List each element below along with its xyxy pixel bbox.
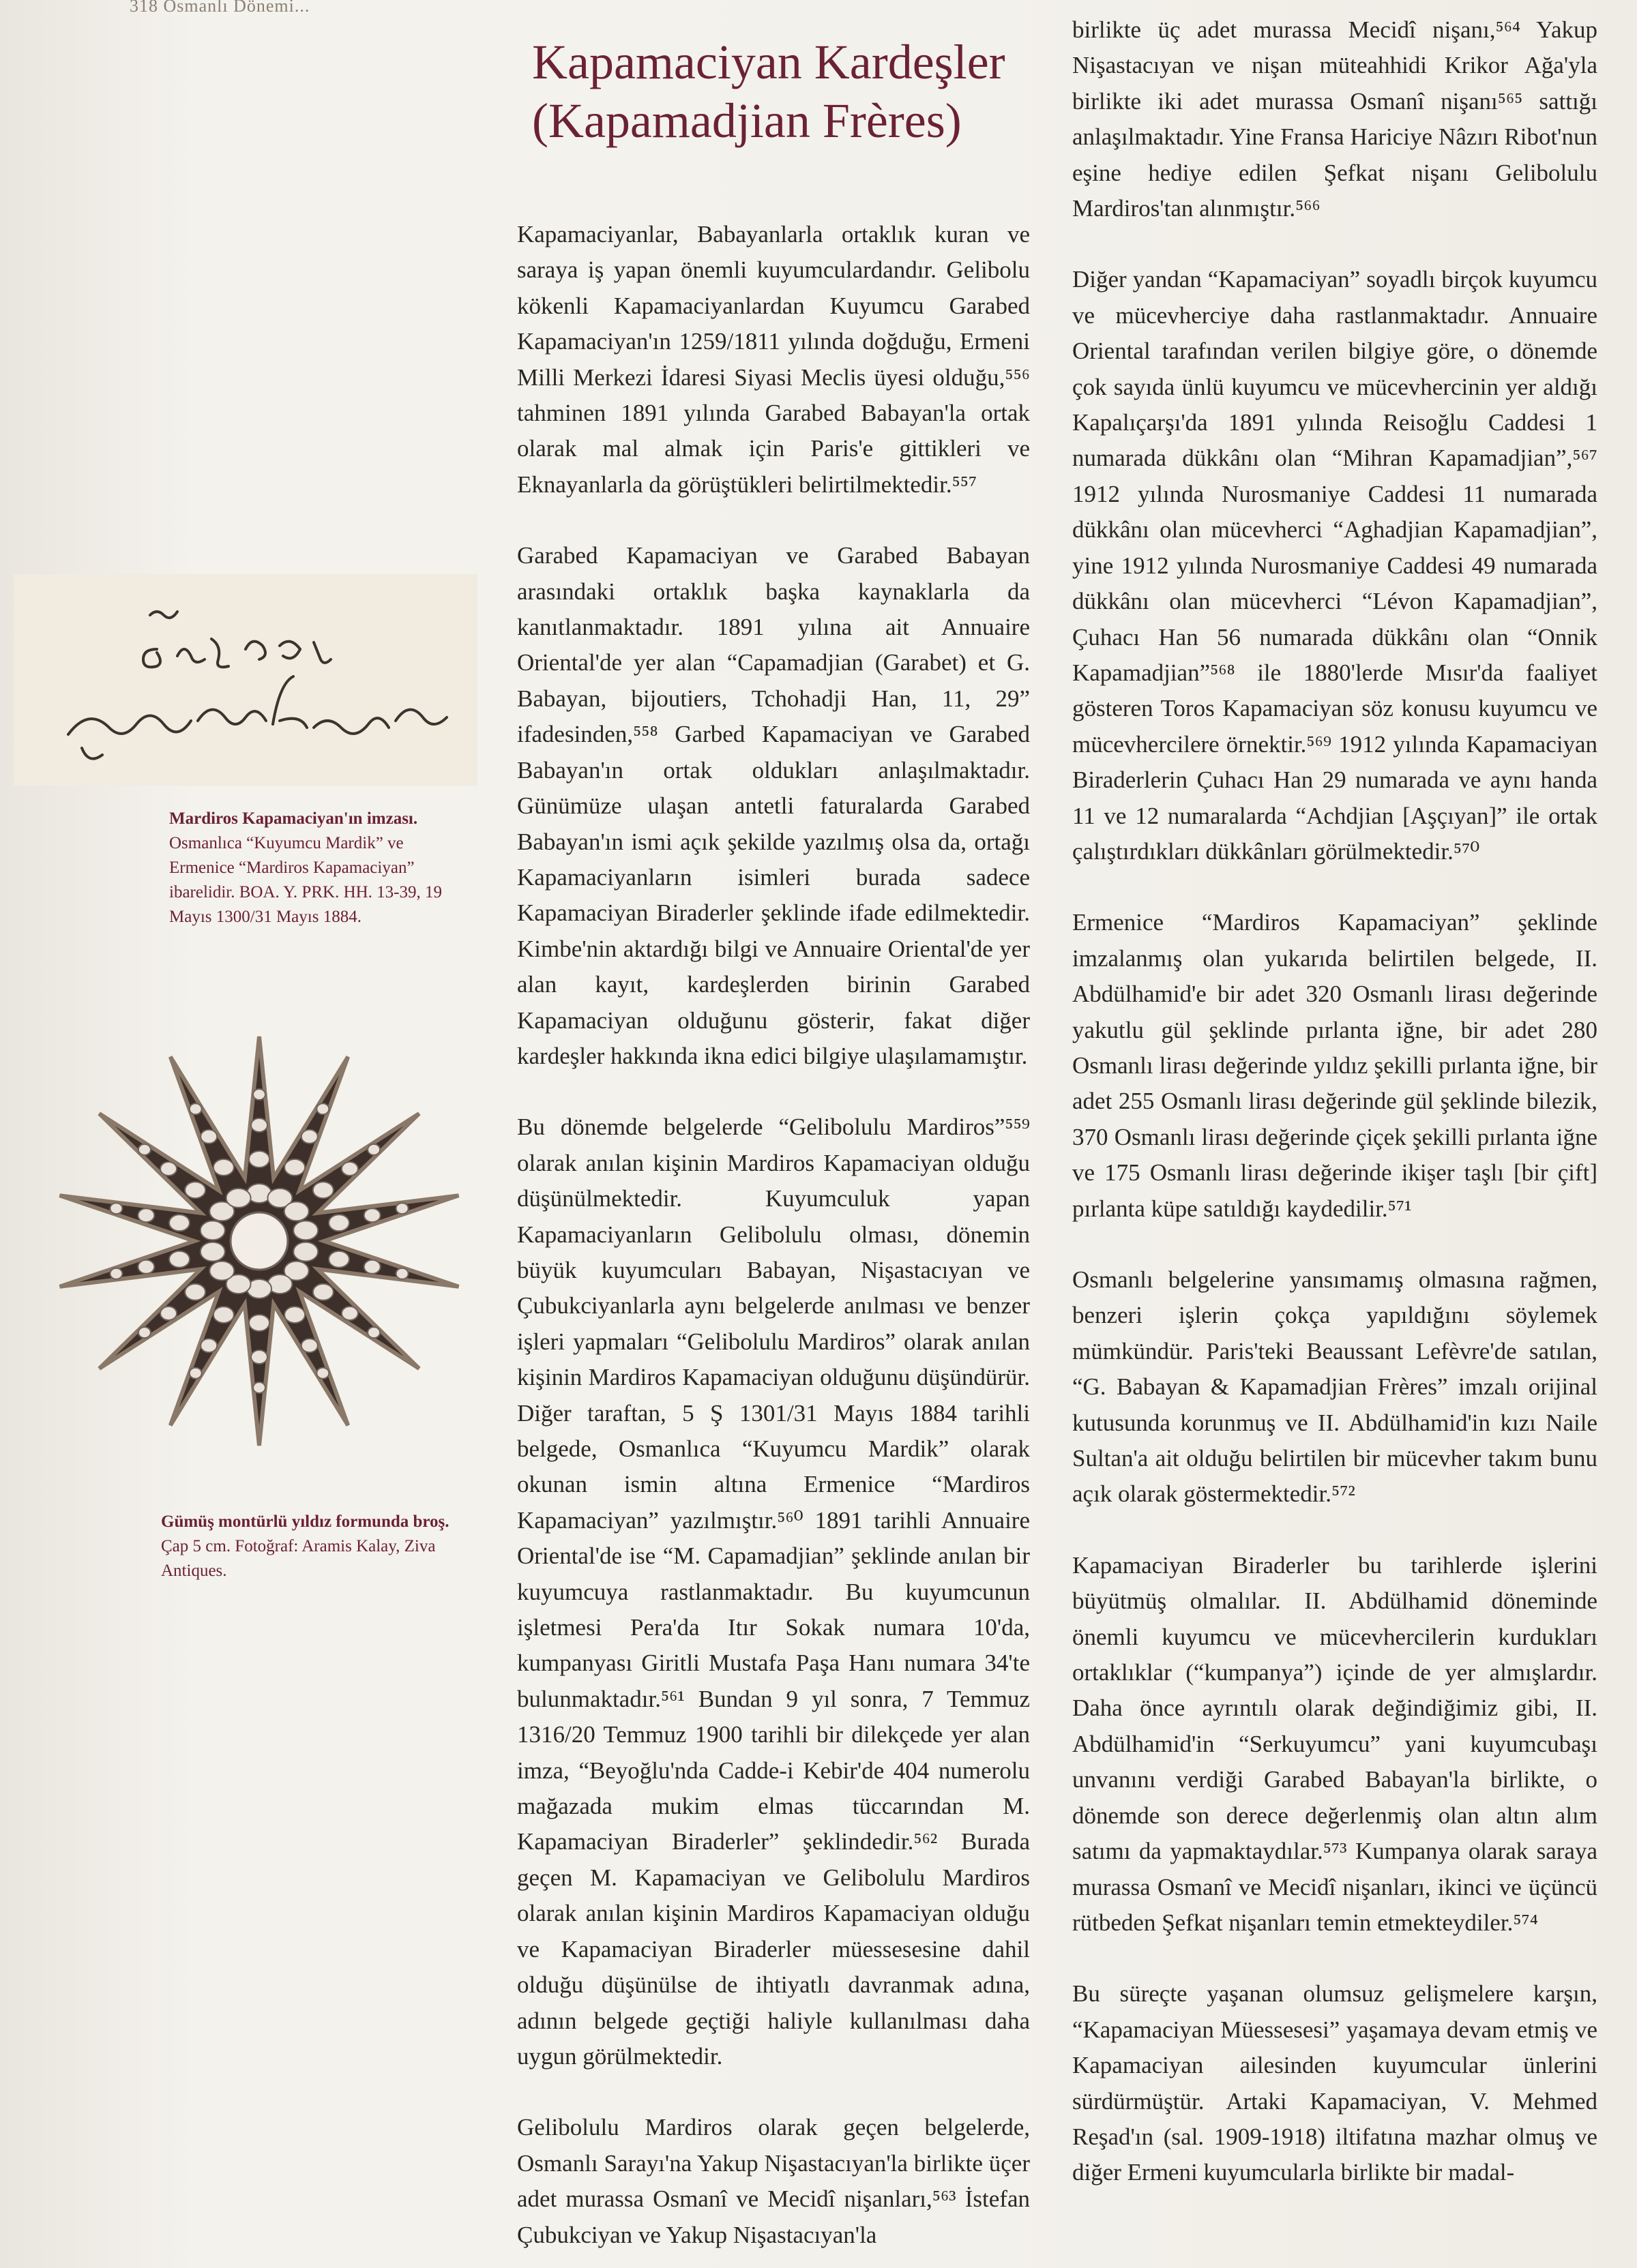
paragraph: Gelibolulu Mardiros olarak geçen belgelerde, Osmanlı Sarayı'na Yakup Nişastacıyan'la birlikte üçer adet murassa Osmanî ve Mecidî nişanları,⁵⁶³ İstefan Çubukciyan ve Yakup Nişastacıyan'la [517, 2114, 1030, 2248]
paragraph: Kapamaciyanlar, Babayanlarla ortaklık kuran ve saraya iş yapan önemli kuyumculardandır. Gelibolu kökenli Kapamaciyanlardan Kuyumcu Garabed Kapamaciyan'ın 1259/1811 yılında doğduğu, Ermeni Milli Merkezi İdaresi Siyasi Meclis üyesi olduğu,⁵⁵⁶ tahminen 1891 yılında Garabed Babayan'la ortak olarak mal almak için Paris'e gittikleri ve Eknayanlarla da görüştükleri belirtilmektedir.⁵⁵⁷ [517, 221, 1030, 498]
signature-caption [169, 807, 462, 929]
paragraph: Kapamaciyan Biraderler bu tarihlerde işlerini büyütmüş olmalılar. II. Abdülhamid döneminde önemli kuyumcu ve mücevhercilerin kurdukları ortaklıklar (“kumpanya”) içinde de yer almışlardır. Daha önce ayrıntılı olarak değindiğimiz gibi, II. Abdülhamid'in “Serkuyumcu” yani kuyumcubaşı unvanını verdiği Garabed Babayan'la birlikte, o dönemde son derece değerlenmiş olan altın alım satımı da yapmaktaydılar.⁵⁷³ Kumpanya olarak saraya murassa Osmanî ve Mecidî nişanları, ikinci ve üçüncü rütbeden Şefkat nişanları temin etmekteydiler.⁵⁷⁴ [1072, 1551, 1597, 1936]
signature-caption-title: Mardiros Kapamaciyan'ın imzası. [169, 809, 418, 828]
star-brooch-illustration [41, 1023, 477, 1459]
text-column-middle [517, 217, 1030, 2253]
text-column-right [1072, 12, 1597, 2191]
paragraph: Ermenice “Mardiros Kapamaciyan” şeklinde imzalanmış olan yukarıda belirtilen belgede, II. Abdülhamid'e bir adet 320 Osmanlı lirası değerinde yakutlu gül şeklinde pırlanta iğne, bir adet 280 Osmanlı lirası değerinde yıldız şekilli pırlanta iğne, bir adet 255 Osmanlı lirası değerinde gül şeklinde bilezik, 370 Osmanlı lirası değerinde çiçek şekilli pırlanta iğne ve 175 Osmanlı lirası değerinde ikişer taşlı [bir çift] pırlanta küpe satıldığı kaydedilir.⁵⁷¹ [1072, 909, 1597, 1222]
paragraph: Bu dönemde belgelerde “Gelibolulu Mardiros”⁵⁵⁹ olarak anılan kişinin Mardiros Kapamaciyan olduğu düşünülmektedir. Kuyumculuk yapan Kapamaciyanların Gelibolulu olması, dönemin büyük kuyumcuları Babayan, Nişastacıyan ve Çubukciyanlarla aynı belgelerde anılması ve benzer işleri yapmaları “Gelibolulu Mardiros” olarak anılan kişinin Mardiros Kapamaciyan olduğunu düşündürür. Diğer taraftan, 5 Ş 1301/31 Mayıs 1884 tarihli belgede, Osmanlıca “Kuyumcu Mardik” olarak okunan ismin altına Ermenice “Mardiros Kapamaciyan” yazılmıştır.⁵⁶⁰ 1891 tarihli Annuaire Oriental'de ise “M. Capamadjian” şeklinde anılan bir kuyumcuya rastlanmaktadır. Bu kuyumcunun işletmesi Pera'da Itır Sokak numara 10'da, kumpanyası Giritli Mustafa Paşa Hanı numara 34'te bulunmaktadır.⁵⁶¹ Bundan 9 yıl sonra, 7 Temmuz 1316/20 Temmuz 1900 tarihli bir dilekçede yer alan imza, “Beyoğlu'nda Cadde-i Kebir'de 404 numerolu mağazada mukim elmas tüccarından M. Kapamaciyan Biraderler” şeklindedir.⁵⁶² Burada geçen M. Kapamaciyan ve Gelibolulu Mardiros olarak anılan kişinin Mardiros Kapamaciyan olduğu ve Kapamaciyan Biraderler müessesesine dahil olduğu düşünülse de ihtiyatlı davranmak adına, adının belgede geçtiği haliyle kullanılması daha uygun görülmektedir. [517, 1114, 1030, 2070]
paragraph: Garabed Kapamaciyan ve Garabed Babayan arasındaki ortaklık başka kaynaklarla da kanıtlanmaktadır. 1891 yılına ait Annuaire Oriental'de yer alan “Capamadjian (Garabet) et G. Babayan, bijoutiers, Tchohadji Han, 11, 29” ifadesinden,⁵⁵⁸ Garbed Kapamaciyan ve Garabed Babayan'ın ortak oldukları anlaşılmaktadır. Günümüze ulaşan antetli faturalarda Garabed Babayan'ın ismi açık şekilde yazılmış olsa da, ortağı Kapamaciyanların isimleri burada sadece Kapamaciyan Biraderler şeklinde ifade edilmektedir. Kimbe'nin aktardığı bilgi ve Annuaire Oriental'de yer alan kayıt, kardeşlerden birinin Garabed Kapamaciyan olduğunu gösterir, fakat diğer kardeşler hakkında ikna edici bilgiye ulaşılamamıştır. [517, 542, 1030, 1069]
signature-image [14, 574, 477, 786]
brooch-caption [161, 1510, 461, 1583]
handwritten-signature [14, 574, 477, 786]
brooch-star-shape [60, 1036, 459, 1446]
brooch-caption-title: Gümüş montürlü yıldız formunda broş. [161, 1512, 449, 1531]
signature-caption-text: Osmanlıca “Kuyumcu Mardik” ve Ermenice “Mardiros Kapamaciyan” ibarelidir. BOA. Y. PRK. HH. 13-39, 19 Mayıs 1300/31 Mayıs 1884. [169, 834, 442, 926]
chapter-title-line1: Kapamaciyan Kardeşler [532, 35, 1005, 89]
paragraph: Osmanlı belgelerine yansımamış olmasına rağmen, benzeri işlerin çokça yapıldığını söylemek mümkündür. Paris'teki Beaussant Lefèvre'de satılan, “G. Babayan & Kapamadjian Frères” imzalı orijinal kutusunda korunmuş ve II. Abdülhamid'in kızı Naile Sultan'a ait olduğu belirtilen bir mücevher takım bunu açık olarak göstermektedir.⁵⁷² [1072, 1266, 1597, 1508]
running-head: 318 Osmanlı Dönemi... [130, 0, 310, 16]
paragraph: Bu süreçte yaşanan olumsuz gelişmelere karşın, “Kapamaciyan Müessesesi” yaşamaya devam etmiş ve Kapamaciyan ailesinden kuyumcular ünlerini sürdürmüştür. Artaki Kapamaciyan, V. Mehmed Reşad'ın (sal. 1909-1918) iltifatına mazhar olmuş ve diğer Ermeni kuyumcularla birlikte bir madal- [1072, 1980, 1597, 2186]
chapter-title [532, 33, 1078, 150]
paragraph: birlikte üç adet murassa Mecidî nişanı,⁵⁶⁴ Yakup Nişastacıyan ve nişan müteahhidi Krikor Ağa'yla birlikte iki adet murassa Osmanî nişanı⁵⁶⁵ sattığı anlaşılmaktadır. Yine Fransa Hariciye Nâzırı Ribot'nun eşine hediye edilen Şefkat nişanı Gelibolulu Mardiros'tan alınmıştır.⁵⁶⁶ [1072, 16, 1597, 222]
paragraph: Diğer yandan “Kapamaciyan” soyadlı birçok kuyumcu ve mücevherciye daha rastlanmaktadır. Annuaire Oriental tarafından verilen bilgiye göre, o dönemde çok sayıda ünlü kuyumcu ve mücevhercinin yer aldığı Kapalıçarşı'da 1891 yılında Reisoğlu Caddesi 1 numarada dükkânı olan “Mihran Kapamadjian”,⁵⁶⁷ 1912 yılında Nurosmaniye Caddesi 11 numarada dükkânı olan mücevherci “Aghadjian Kapamadjian”, yine 1912 yılında Nurosmaniye Caddesi 49 numarada dükkânı olan mücevherci “Lévon Kapamadjian”, Çuhacı Han 56 numarada dükkânı olan “Onnik Kapamadjian”⁵⁶⁸ ile 1880'lerde Mısır'da faaliyet gösteren Toros Kapamaciyan söz konusu kuyumcu ve mücevhercilere örnektir.⁵⁶⁹ 1912 yılında Kapamaciyan Biraderlerin Çuhacı Han 29 numarada ve aynı handa 11 ve 12 numaralarda “Achdjian [Aşçıyan]” ile ortak çalıştırdıkları dükkânları görülmektedir.⁵⁷⁰ [1072, 266, 1597, 865]
chapter-title-line2: (Kapamadjian Frères) [532, 93, 962, 148]
star-brooch-image [41, 1023, 477, 1459]
brooch-caption-text: Çap 5 cm. Fotoğraf: Aramis Kalay, Ziva Antiques. [161, 1537, 436, 1580]
